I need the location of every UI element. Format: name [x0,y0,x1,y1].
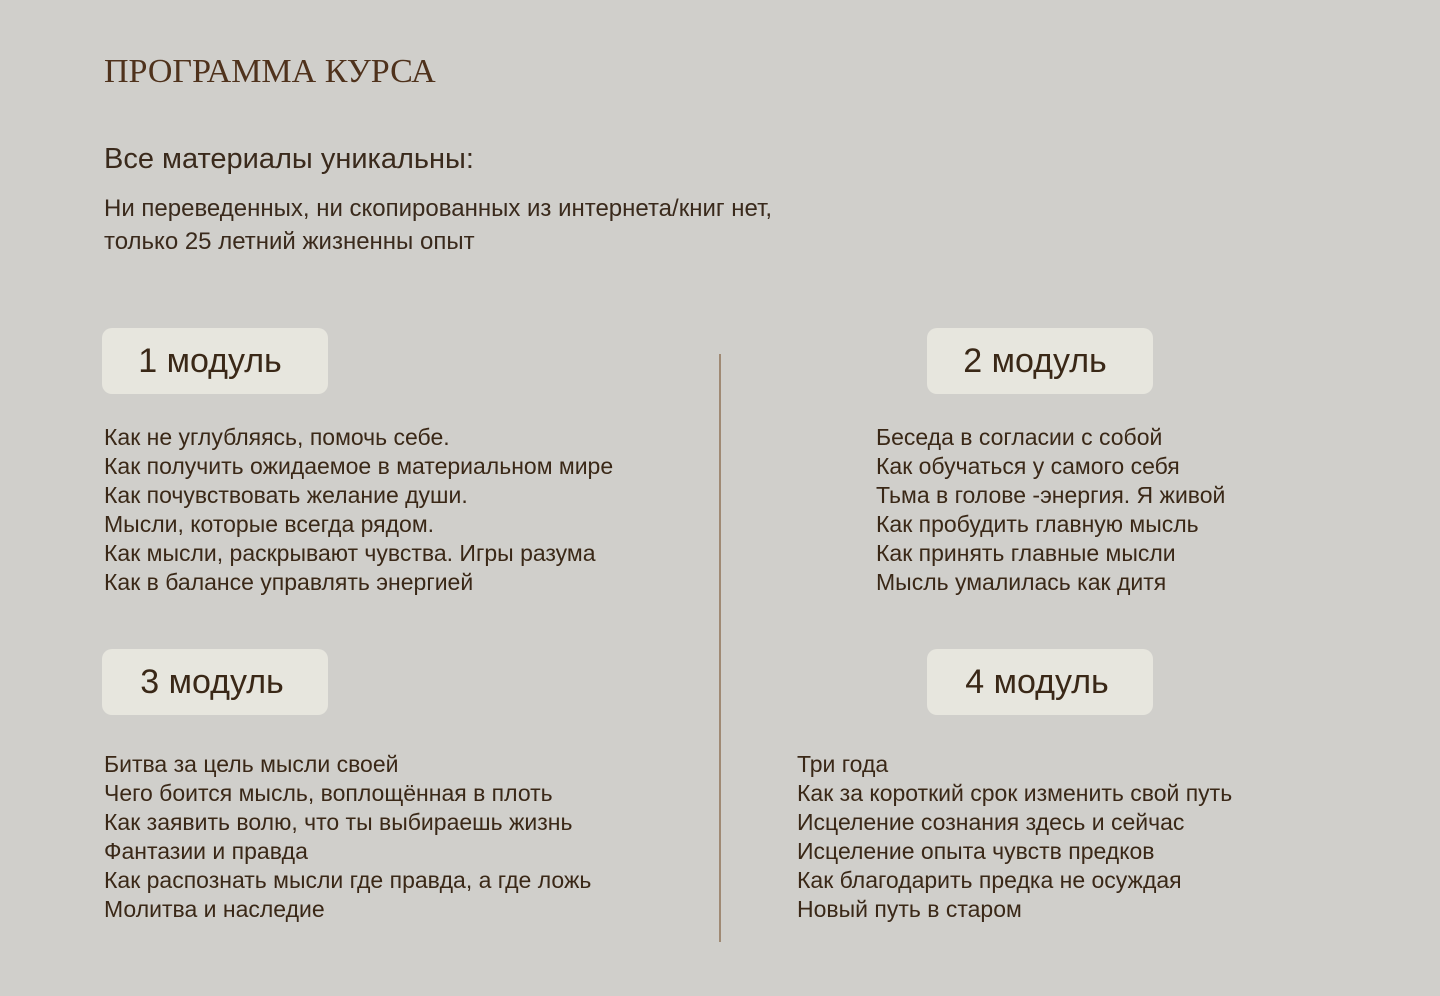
list-item: Как мысли, раскрывают чувства. Игры разума [104,540,596,566]
list-item: Как в балансе управлять энергией [104,569,474,595]
module-4-badge [927,649,1153,715]
module-4-topics [797,750,1232,924]
list-item: Битва за цель мысли своей [104,751,399,777]
page-title: ПРОГРАММА КУРСА [104,53,436,90]
list-item: Как заявить волю, что ты выбираешь жизнь [104,809,573,835]
list-item: Как распознать мысли где правда, а где ложь [104,867,592,893]
module-1-label: 1 модуль [138,341,282,380]
list-item: Исцеление опыта чувств предков [797,838,1155,864]
intro-heading: Все материалы уникальны: [104,143,474,175]
list-item: Как пробудить главную мысль [876,511,1199,537]
list-item: Как получить ожидаемое в материальном мире [104,453,614,479]
module-2-topics [876,423,1225,597]
list-item: Как принять главные мысли [876,540,1176,566]
list-item: Молитва и наследие [104,896,325,922]
list-item: Как обучаться у самого себя [876,453,1180,479]
list-item: Как благодарить предка не осуждая [797,867,1182,893]
list-item: Чего боится мысль, воплощённая в плоть [104,780,553,806]
list-item: Как не углубляясь, помочь себе. [104,424,450,450]
intro-line: Ни переведенных, ни скопированных из интернета/книг нет, [104,195,773,222]
list-item: Тьма в голове -энергия. Я живой [876,482,1226,508]
module-2-badge [927,328,1153,394]
module-3-topics [104,750,591,924]
list-item: Исцеление сознания здесь и сейчас [797,809,1185,835]
list-item: Мысли, которые всегда рядом. [104,511,435,537]
list-item: Мысль умалилась как дитя [876,569,1167,595]
list-item: Новый путь в старом [797,896,1022,922]
module-1-topics [104,423,613,597]
module-2-label: 2 модуль [963,341,1107,380]
module-4-label: 4 модуль [965,662,1109,701]
intro-line: только 25 летний жизненны опыт [104,228,475,255]
module-1-badge [102,328,328,394]
module-3-badge [102,649,328,715]
list-item: Фантазии и правда [104,838,308,864]
list-item: Три года [797,751,889,777]
intro-text [104,192,772,258]
list-item: Как за короткий срок изменить свой путь [797,780,1233,806]
column-divider [719,354,721,942]
list-item: Как почувствовать желание души. [104,482,468,508]
module-3-label: 3 модуль [140,662,284,701]
list-item: Беседа в согласии с собой [876,424,1163,450]
